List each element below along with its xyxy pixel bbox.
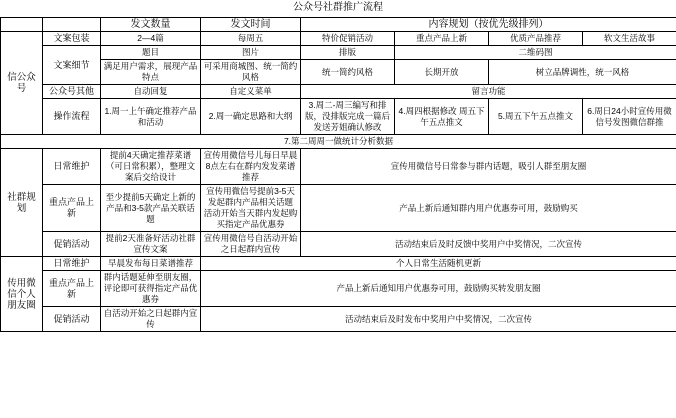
- table-header-row: [1, 18, 676, 32]
- cell-detail-qrcode: 二维码图: [395, 46, 676, 60]
- cell-detail-layout-desc: 统一简约风格: [301, 60, 395, 85]
- cell-moments-promo-count: 自活动开始之日起群内宣传: [101, 307, 201, 332]
- cell-detail-brand-desc: 树立品牌调性，统一风格: [489, 60, 676, 85]
- cell-count: 2—4篇: [101, 32, 201, 46]
- row-label-operation-flow: 操作流程: [43, 99, 101, 135]
- table-row: [1, 60, 676, 85]
- cell-detail-title: 题目: [101, 46, 201, 60]
- cell-time: 每周五: [201, 32, 301, 46]
- row-label-moments-new: 重点产品上新: [43, 271, 101, 307]
- row-label-copy-packaging: 文案包装: [43, 32, 101, 46]
- cell-community-daily-content: 宣传用微信号日常参与群内话题，吸引人群至朋友圈: [301, 149, 676, 185]
- cell-detail-image-desc: 可采用商城图、统一简约风格: [201, 60, 301, 85]
- row-label-account-other: 公众号其他: [43, 85, 101, 99]
- table-row: [1, 307, 676, 332]
- cell-content-4: 软文生活故事: [583, 32, 676, 46]
- cell-detail-title-desc: 满足用户需求，展现产品特点: [101, 60, 201, 85]
- cell-comment-feature: 留言功能: [301, 85, 676, 99]
- cell-content-2: 重点产品上新: [395, 32, 489, 46]
- row-label-copy-detail: 文案细节: [43, 46, 101, 85]
- cell-moments-daily-count: 早晨发布每日菜谱推荐: [101, 257, 201, 271]
- cell-moments-promo-time: 活动结束后及时发布中奖用户中奖情况，二次宣传: [201, 307, 676, 332]
- cell-step-1: 1.周一上午确定推荐产品和活动: [101, 99, 201, 135]
- cell-community-daily-count: 提前4天确定推荐菜谱（可日常积累），整理文案后交给设计: [101, 149, 201, 185]
- table-row: [1, 135, 676, 149]
- row-label-moments-promo: 促销活动: [43, 307, 101, 332]
- cell-community-promo-count: 提前2天准备好活动社群宣传文案: [101, 232, 201, 257]
- table-row: [1, 99, 676, 135]
- cell-community-new-count: 至少提前5天确定上新的产品和3-5款产品关联话题: [101, 185, 201, 232]
- cell-detail-open-desc: 长期开放: [395, 60, 489, 85]
- table-row: [1, 185, 676, 232]
- cell-content-3: 优质产品推荐: [489, 32, 583, 46]
- row-label-new-product: 重点产品上新: [43, 185, 101, 232]
- section-official-account: 信公众号: [1, 32, 43, 135]
- cell-detail-layout: 排版: [301, 46, 395, 60]
- cell-moments-daily-time: 个人日常生活随机更新: [201, 257, 676, 271]
- table-row: [1, 257, 676, 271]
- header-content-plan: 内容规划（按优先级排列）: [301, 18, 676, 32]
- cell-moments-new-time: 产品上新后通知用户优惠券可用，鼓励购买转发朋友圈: [201, 271, 676, 307]
- section-moments: 传用微信个人朋友圈: [1, 257, 43, 332]
- row-label-daily-maintenance: 日常维护: [43, 149, 101, 185]
- promotion-flow-table: [0, 17, 676, 332]
- cell-community-new-content: 产品上新后通知群内用户优惠券可用，鼓励购买: [301, 185, 676, 232]
- cell-content-1: 特价促销活动: [301, 32, 395, 46]
- cell-community-promo-time: 宣传用微信号自活动开始之日起群内宣传: [201, 232, 301, 257]
- cell-step-4: 4.周四根据修改 周五下午五点推文: [395, 99, 489, 135]
- header-group: [1, 18, 43, 32]
- cell-step-5: 5.周五下午五点推文: [489, 99, 583, 135]
- cell-moments-new-count: 群内话题延伸至朋友圈，评论即可获得指定产品优惠券: [101, 271, 201, 307]
- section-community-plan: 社群规划: [1, 149, 43, 257]
- cell-community-new-time: 宣传用微信号提前3-5天发起群内产品相关话题 活动开始当天群内发起购买指定产品优惠券: [201, 185, 301, 232]
- row-label-moments-daily: 日常维护: [43, 257, 101, 271]
- cell-custom-menu: 自定义菜单: [201, 85, 301, 99]
- table-row: [1, 32, 676, 46]
- table-row: [1, 85, 676, 99]
- cell-auto-reply: 自动回复: [101, 85, 201, 99]
- page-title: 公众号社群推广流程: [293, 2, 383, 13]
- cell-step-7: 7.第二周周一做统计分析数据: [1, 135, 676, 149]
- table-row: [1, 271, 676, 307]
- row-label-promotion: 促销活动: [43, 232, 101, 257]
- header-post-count: 发文数量: [101, 18, 201, 32]
- cell-detail-image: 图片: [201, 46, 301, 60]
- table-row: [1, 232, 676, 257]
- table-row: [1, 46, 676, 60]
- cell-community-daily-time: 宣传用微信号儿每日早晨8点左右在群内发发菜谱推荐: [201, 149, 301, 185]
- cell-community-promo-content: 活动结束后及时反馈中奖用户中奖情况，二次宣传: [301, 232, 676, 257]
- header-post-time: 发文时间: [201, 18, 301, 32]
- table-row: [1, 149, 676, 185]
- header-sub: [43, 18, 101, 32]
- cell-step-2: 2.周一确定思路和大纲: [201, 99, 301, 135]
- cell-step-3: 3.周二-周三编写和排版，没排版完成一篇后发送芳姐确认修改: [301, 99, 395, 135]
- cell-step-6: 6.周日24小时宣传用微信号发图微信群推: [583, 99, 676, 135]
